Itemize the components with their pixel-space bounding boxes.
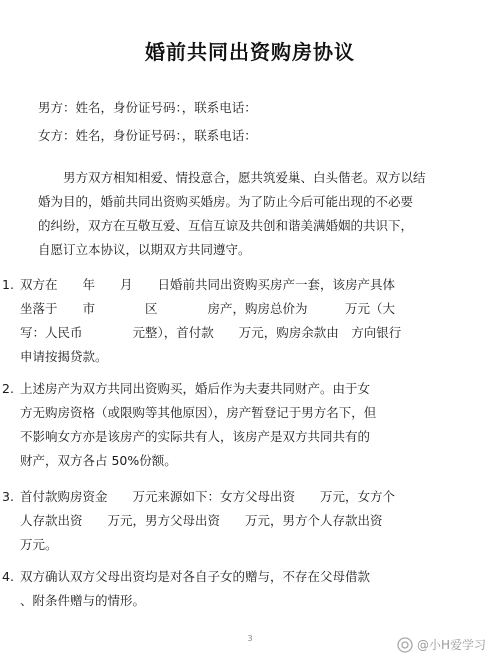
clause-line: 人存款出资 万元，男方父母出资 万元，男方个人存款出资 [20,513,383,528]
intro-line: 的纠纷，双方在互敬互爱、互信互谅及共创和谐美满婚姻的共识下， [38,218,414,233]
watermark-text: @小H爱学习 [416,638,486,652]
clause-number: 2. [2,381,14,396]
clause-line: 不影响女方亦是该房产的实际共有人，该房产是双方共同共有的 [20,429,371,444]
document-title: 婚前共同出资购房协议 [145,40,355,64]
female-party-info: 女方：姓名，身份证号码：，联系电话： [38,128,257,143]
clause-line: 双方确认双方父母出资均是对各自子女的赠与，不存在父母借款 [20,569,371,584]
clause-line: 万元。 [20,537,58,552]
clause-line: 财产，双方各占 50%份额。 [20,453,177,468]
channel-logo-icon [397,637,413,653]
intro-line: 男方双方相知相爱、情投意合，愿共筑爱巢、白头偕老。双方以结 [63,170,426,185]
clause-line: 首付款购房资金 万元来源如下：女方父母出资 万元，女方个 [20,489,396,504]
clause-line: 、附条件赠与的情形。 [20,593,146,608]
clause-line: 申请按揭贷款。 [20,349,108,364]
clause-line: 双方在 年 月 日婚前共同出资购买房产一套，该房产具体 [20,277,396,292]
male-party-info: 男方：姓名，身份证号码：，联系电话： [38,100,257,115]
intro-paragraph [38,166,478,262]
clause-line: 坐落于 市 区 房产，购房总价为 万元（大 [20,301,396,316]
clause-line: 方无购房资格（或限购等其他原因），房产暂登记于男方名下，但 [20,405,377,420]
clause-line: 写：人民币 元整），首付款 万元，购房余款由 方向银行 [20,325,402,340]
clause-number: 3. [2,489,14,504]
page-number: 3 [247,634,253,643]
clause-number: 1. [2,277,14,292]
watermark [397,636,486,653]
intro-line: 自愿订立本协议，以期双方共同遵守。 [38,242,251,257]
clause-number: 4. [2,569,14,584]
clause-line: 上述房产为双方共同出资购买，婚后作为夫妻共同财产。由于女 [20,381,371,396]
intro-line: 婚为目的，婚前共同出资购买婚房。为了防止今后可能出现的不必要 [38,194,414,209]
